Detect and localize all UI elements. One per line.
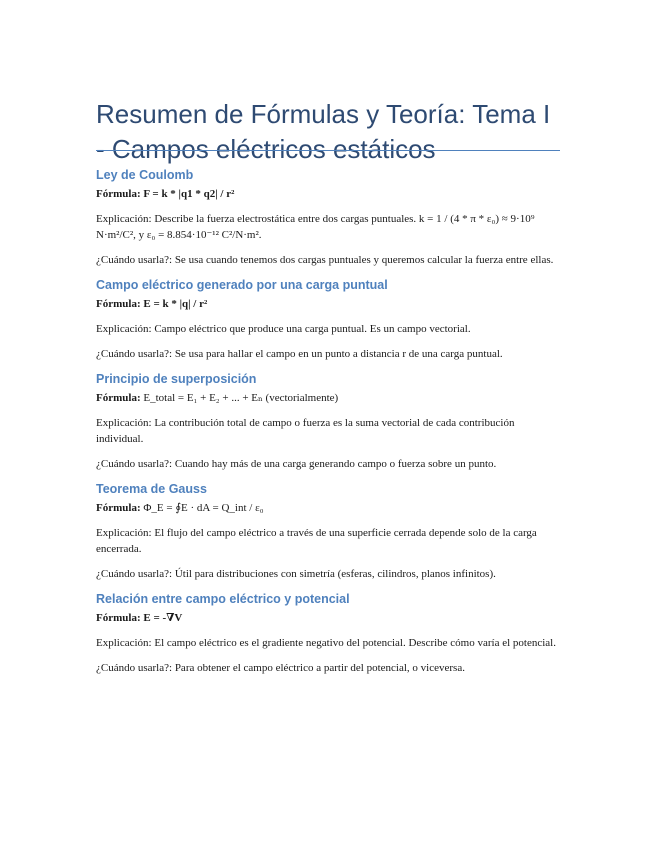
explanation-text: Describe la fuerza electrostática entre dos cargas puntuales. k = 1 / (4 * π * ε₀) ≈ 9·10⁹ N·m²/C², y ε₀ = 8.854·10⁻¹² C²/N·m². <box>96 213 535 241</box>
formula-line <box>96 296 564 312</box>
formula-label: Fórmula: <box>96 392 141 404</box>
formula-label: Fórmula: <box>96 188 141 200</box>
usage-text: Útil para distribuciones con simetría (esferas, cilindros, planos infinitos). <box>174 568 496 580</box>
explanation-text: Campo eléctrico que produce una carga puntual. Es un campo vectorial. <box>154 323 471 335</box>
explanation-text: El campo eléctrico es el gradiente negativo del potencial. Describe cómo varía el potencial. <box>154 637 556 649</box>
explanation-label: Explicación: <box>96 637 152 649</box>
usage-line <box>96 252 564 268</box>
usage-line <box>96 346 564 362</box>
explanation-label: Explicación: <box>96 213 152 225</box>
section-heading: Relación entre campo eléctrico y potencial <box>96 592 350 606</box>
usage-line <box>96 456 564 472</box>
usage-line <box>96 660 564 676</box>
explanation-text: La contribución total de campo o fuerza es la suma vectorial de cada contribución individual. <box>96 417 515 445</box>
section-superposition <box>96 371 564 472</box>
formula-label: Fórmula: <box>96 502 141 514</box>
formula-line <box>96 500 564 516</box>
usage-text: Se usa cuando tenemos dos cargas puntuales y queremos calcular la fuerza entre ellas. <box>174 254 554 266</box>
explanation-line <box>96 321 564 337</box>
section-heading: Campo eléctrico generado por una carga puntual <box>96 278 388 292</box>
usage-text: Cuando hay más de una carga generando campo o fuerza sobre un punto. <box>174 458 497 470</box>
section-field-potential <box>96 591 564 676</box>
usage-text: Para obtener el campo eléctrico a partir del potencial, o viceversa. <box>174 662 465 674</box>
explanation-label: Explicación: <box>96 417 152 429</box>
formula-label: Fórmula: <box>96 298 141 310</box>
formula-text: Φ_E = ∮E · dA = Q_int / ε₀ <box>143 502 264 514</box>
formula-line <box>96 390 564 406</box>
explanation-text: El flujo del campo eléctrico a través de una superficie cerrada depende solo de la carga encerrada. <box>96 527 537 555</box>
usage-label: ¿Cuándo usarla?: <box>96 348 173 360</box>
formula-text: F = k * |q1 * q2| / r² <box>143 188 235 200</box>
document-title: Resumen de Fórmulas y Teoría: Tema I - Campos eléctricos estáticos <box>96 99 551 165</box>
explanation-label: Explicación: <box>96 527 152 539</box>
explanation-line <box>96 415 564 447</box>
formula-text: E_total = E₁ + E₂ + ... + Eₙ (vectorialmente) <box>143 392 339 404</box>
section-point-charge-field <box>96 277 564 362</box>
section-heading: Teorema de Gauss <box>96 482 207 496</box>
usage-label: ¿Cuándo usarla?: <box>96 568 173 580</box>
section-gauss <box>96 481 564 582</box>
section-coulomb <box>96 167 564 268</box>
explanation-label: Explicación: <box>96 323 152 335</box>
formula-text: E = -∇V <box>143 612 183 624</box>
explanation-line <box>96 211 564 243</box>
formula-label: Fórmula: <box>96 612 141 624</box>
usage-label: ¿Cuándo usarla?: <box>96 662 173 674</box>
formula-line <box>96 610 564 626</box>
explanation-line <box>96 525 564 557</box>
usage-label: ¿Cuándo usarla?: <box>96 458 173 470</box>
section-heading: Ley de Coulomb <box>96 168 194 182</box>
usage-label: ¿Cuándo usarla?: <box>96 254 173 266</box>
formula-line <box>96 186 564 202</box>
title-underline <box>96 150 560 151</box>
usage-line <box>96 566 564 582</box>
document-body <box>96 167 564 685</box>
usage-text: Se usa para hallar el campo en un punto a distancia r de una carga puntual. <box>174 348 503 360</box>
formula-text: E = k * |q| / r² <box>143 298 208 310</box>
section-heading: Principio de superposición <box>96 372 257 386</box>
explanation-line <box>96 635 564 651</box>
